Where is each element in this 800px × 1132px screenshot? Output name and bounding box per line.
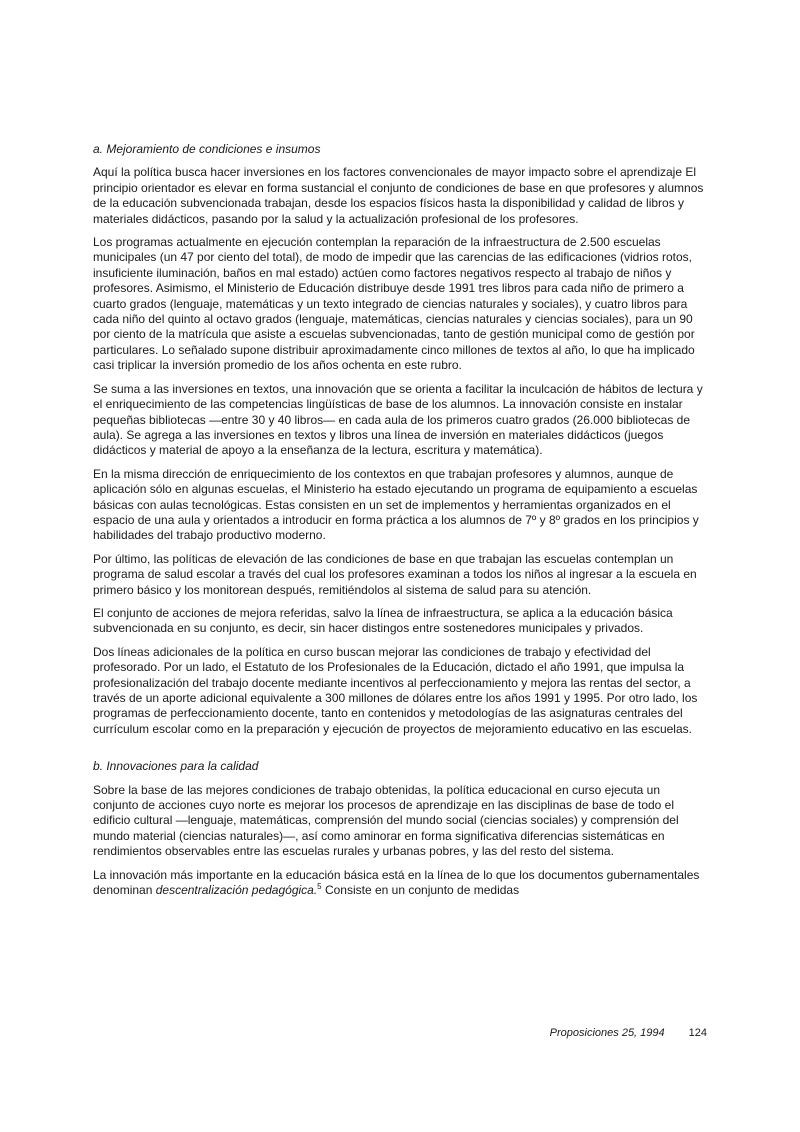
page-number: 124 [688,1027,707,1039]
page-footer [0,1027,707,1039]
footnote-marker: 5 [317,882,322,892]
section-b-heading: b. Innovaciones para la calidad [93,759,259,774]
emphasized-term: descentralización pedagógica. [155,883,318,898]
paragraph: Dos líneas adicionales de la política en curso buscan mejorar las condiciones de trabajo y efectividad del profesorado. Por un lado, el Estatuto de los Profesionales de la Educación, dictado el año 1991, que impulsa la profesionalización del trabajo docente mediante incentivos al perfeccionamiento y mejora las rentas del sector, a través de un aporte adicional equivalente a 300 millones de dólares entre los años 1991 y 1995. Por otro lado, los programas de perfeccionamiento docente, tanto en contenidos y metodologías de las asignaturas centrales del currículum escolar como en la preparación y ejecución de proyectos de mejoramiento educativo en las escuelas. [93,644,698,736]
paragraph-text: La innovación más importante en la educación básica está en la línea de lo que los documentos gubernamentales denominan [93,867,700,898]
section-a-heading: a. Mejoramiento de condiciones e insumos [93,142,321,156]
paragraph-text: Consiste en un conjunto de medidas [321,883,520,898]
paragraph: Por último, las políticas de elevación de las condiciones de base en que trabajan las escuelas contemplan un programa de salud escolar a través del cual los profesores examinan a todos los niños al ingresar a la escuela en primero básico y los monitorean después, remitiéndolos al sistema de salud para su atención. [93,551,697,597]
paragraph: Aquí la política busca hacer inversiones en los factores convencionales de mayor impacto sobre el aprendizaje El principio orientador es elevar en forma sustancial el conjunto de condiciones de base en que profesores y alumnos de la educación subvencionada trabajan, desde los espacios físicos hasta la disponibilidad y calidad de libros y materiales didácticos, pasando por la salud y la actualización profesional de los profesores. [93,165,704,226]
paragraph: Se suma a las inversiones en textos, una innovación que se orienta a facilitar la inculcación de hábitos de lectura y el enriquecimiento de las competencias lingüísticas de base de los alumnos. La innovación consiste en instalar pequeñas bibliotecas —entre 30 y 40 libros— en cada aula de los primeros cuatro grados (26.000 bibliotecas de aula). Se agrega a las inversiones en textos y libros una línea de inversión en materiales didácticos (juegos didácticos y material de apoyo a la enseñanza de la lectura, escritura y matemática). [93,381,703,458]
paragraph: El conjunto de acciones de mejora referidas, salvo la línea de infraestructura, se aplica a la educación básica subvencionada en su conjunto, es decir, sin hacer distingos entre sostenedores municipales y privados. [93,605,673,636]
paragraph: Los programas actualmente en ejecución contemplan la reparación de la infraestructura de 2.500 escuelas municipales (un 47 por ciento del total), de modo de impedir que las carencias de las edificaciones (vidrios rotos, insuficiente iluminación, baños en mal estado) actúen como factores negativos respecto al trabajo de niños y profesores. Asimismo, el Ministerio de Educación distribuye desde 1991 tres libros para cada niño de primero a cuarto grados (lenguaje, matemáticas y un texto integrado de ciencias naturales y sociales), y cuatro libros para cada niño del quinto al octavo grados (lenguaje, matemáticas, ciencias naturales y ciencias sociales), para un 90 por ciento de la matrícula que asiste a escuelas subvencionadas, tanto de gestión municipal como de gestión por particulares. Lo señalado supone distribuir aproximadamente cinco millones de textos al año, lo que ha implicado casi triplicar la inversión promedio de los años ochenta en este rubro. [93,235,695,373]
paragraph: Sobre la base de las mejores condiciones de trabajo obtenidas, la política educacional en curso ejecuta un conjunto de acciones cuyo norte es mejorar los procesos de aprendizaje en las disciplinas de base de todo el edificio cultural —lenguaje, matemáticas, comprensión del mundo social (ciencias sociales) y comprensión del mundo material (ciencias naturales)—, así como aminorar en forma significativa diferencias sistemáticas en rendimientos observables entre las escuelas rurales y urbanas pobres, y las del resto del sistema. [93,782,679,859]
journal-citation: Proposiciones 25, 1994 [549,1027,665,1039]
paragraph: En la misma dirección de enriquecimiento de los contextos en que trabajan profesores y alumnos, aunque de aplicación sólo en algunas escuelas, el Ministerio ha estado ejecutando un programa de equipamiento a escuelas básicas con aulas tecnológicas. Estas consisten en un set de implementos y herramientas organizados en el espacio de una aula y orientados a introducir en forma práctica a los alumnos de 7º y 8º grados en los principios y habilidades del trabajo productivo moderno. [93,466,699,543]
document-body [93,142,708,906]
paragraph-with-footnote [93,868,708,899]
